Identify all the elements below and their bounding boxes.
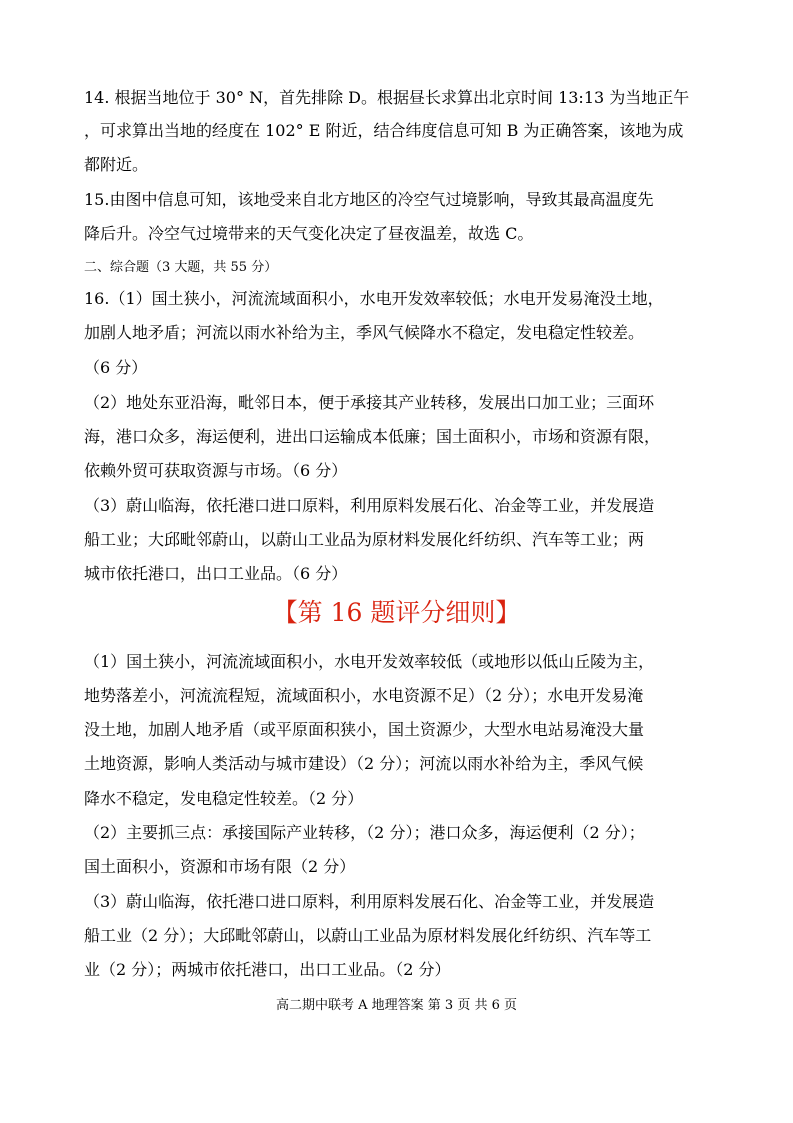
- answer-q16-part3-line-1: （3）蔚山临海，依托港口进口原料，利用原料发展石化、冶金等工业，并发展造: [84, 496, 655, 515]
- answer-q16-part1-score: （6 分）: [84, 358, 148, 377]
- rubric-part3-line-2: 船工业（2 分）；大邱毗邻蔚山，以蔚山工业品为原材料发展化纤纺织、汽车等工: [84, 926, 652, 945]
- answer-q15-line-2: 降后升。冷空气过境带来的天气变化决定了昼夜温差，故选 C。: [84, 224, 534, 243]
- rubric-part3-line-3: 业（2 分）；两城市依托港口，出口工业品。（2 分）: [84, 960, 451, 979]
- rubric-part1-line-1: （1）国土狭小，河流流域面积小，水电开发效率较低（或地形以低山丘陵为主，: [84, 652, 655, 671]
- rubric-part1-line-5: 降水不稳定，发电稳定性较差。（2 分）: [84, 789, 364, 808]
- answer-q16-part3-line-3: 城市依托港口，出口工业品。（6 分）: [84, 564, 348, 583]
- answer-q14-line-3: 都附近。: [84, 155, 149, 174]
- rubric-part1-line-4: 土地资源，影响人类活动与城市建设）（2 分）；河流以雨水补给为主，季风气候: [84, 754, 644, 773]
- answer-q16-part2-line-1: （2）地处东亚沿海，毗邻日本，便于承接其产业转移，发展出口加工业；三面环: [84, 393, 655, 412]
- answer-q16-part1-line-1: 16.（1）国土狭小，河流流域面积小，水电开发效率较低；水电开发易淹没土地，: [84, 289, 664, 308]
- rubric-part3-line-1: （3）蔚山临海，依托港口进口原料，利用原料发展石化、冶金等工业，并发展造: [84, 892, 655, 911]
- answer-q16-part1-line-2: 加剧人地矛盾；河流以雨水补给为主，季风气候降水不稳定，发电稳定性较差。: [84, 323, 645, 342]
- rubric-part2-line-2: 国土面积小，资源和市场有限（2 分）: [84, 857, 356, 876]
- section-heading-comprehensive: 二、综合题（3 大题，共 55 分）: [84, 260, 278, 275]
- rubric-title: 【第 16 题评分细则】: [272, 598, 521, 627]
- answer-q16-part2-line-2: 海，港口众多，海运便利，进出口运输成本低廉；国土面积小，市场和资源有限，: [84, 427, 661, 446]
- answer-q14-line-1: 14. 根据当地位于 30° N，首先排除 D。根据昼长求算出北京时间 13:13 为当地正午: [84, 88, 690, 107]
- answer-q14-line-2: ，可求算出当地的经度在 102° E 附近，结合纬度信息可知 B 为正确答案，该地为成: [84, 121, 684, 140]
- answer-q16-part3-line-2: 船工业；大邱毗邻蔚山，以蔚山工业品为原材料发展化纤纺织、汽车等工业；两: [84, 530, 645, 549]
- rubric-part2-line-1: （2）主要抓三点：承接国际产业转移，（2 分）；港口众多，海运便利（2 分）；: [84, 823, 645, 842]
- rubric-part1-line-3: 没土地，加剧人地矛盾（或平原面积狭小，国土资源少，大型水电站易淹没大量: [84, 720, 645, 739]
- answer-q16-part2-line-3: 依赖外贸可获取资源与市场。（6 分）: [84, 461, 348, 480]
- rubric-part1-line-2: 地势落差小，河流流程短，流域面积小，水电资源不足）（2 分）；水电开发易淹: [84, 686, 644, 705]
- answer-q15-line-1: 15.由图中信息可知，该地受来自北方地区的冷空气过境影响，导致其最高温度先: [84, 190, 654, 209]
- page-footer: 高二期中联考 A 地理答案 第 3 页 共 6 页: [276, 998, 517, 1013]
